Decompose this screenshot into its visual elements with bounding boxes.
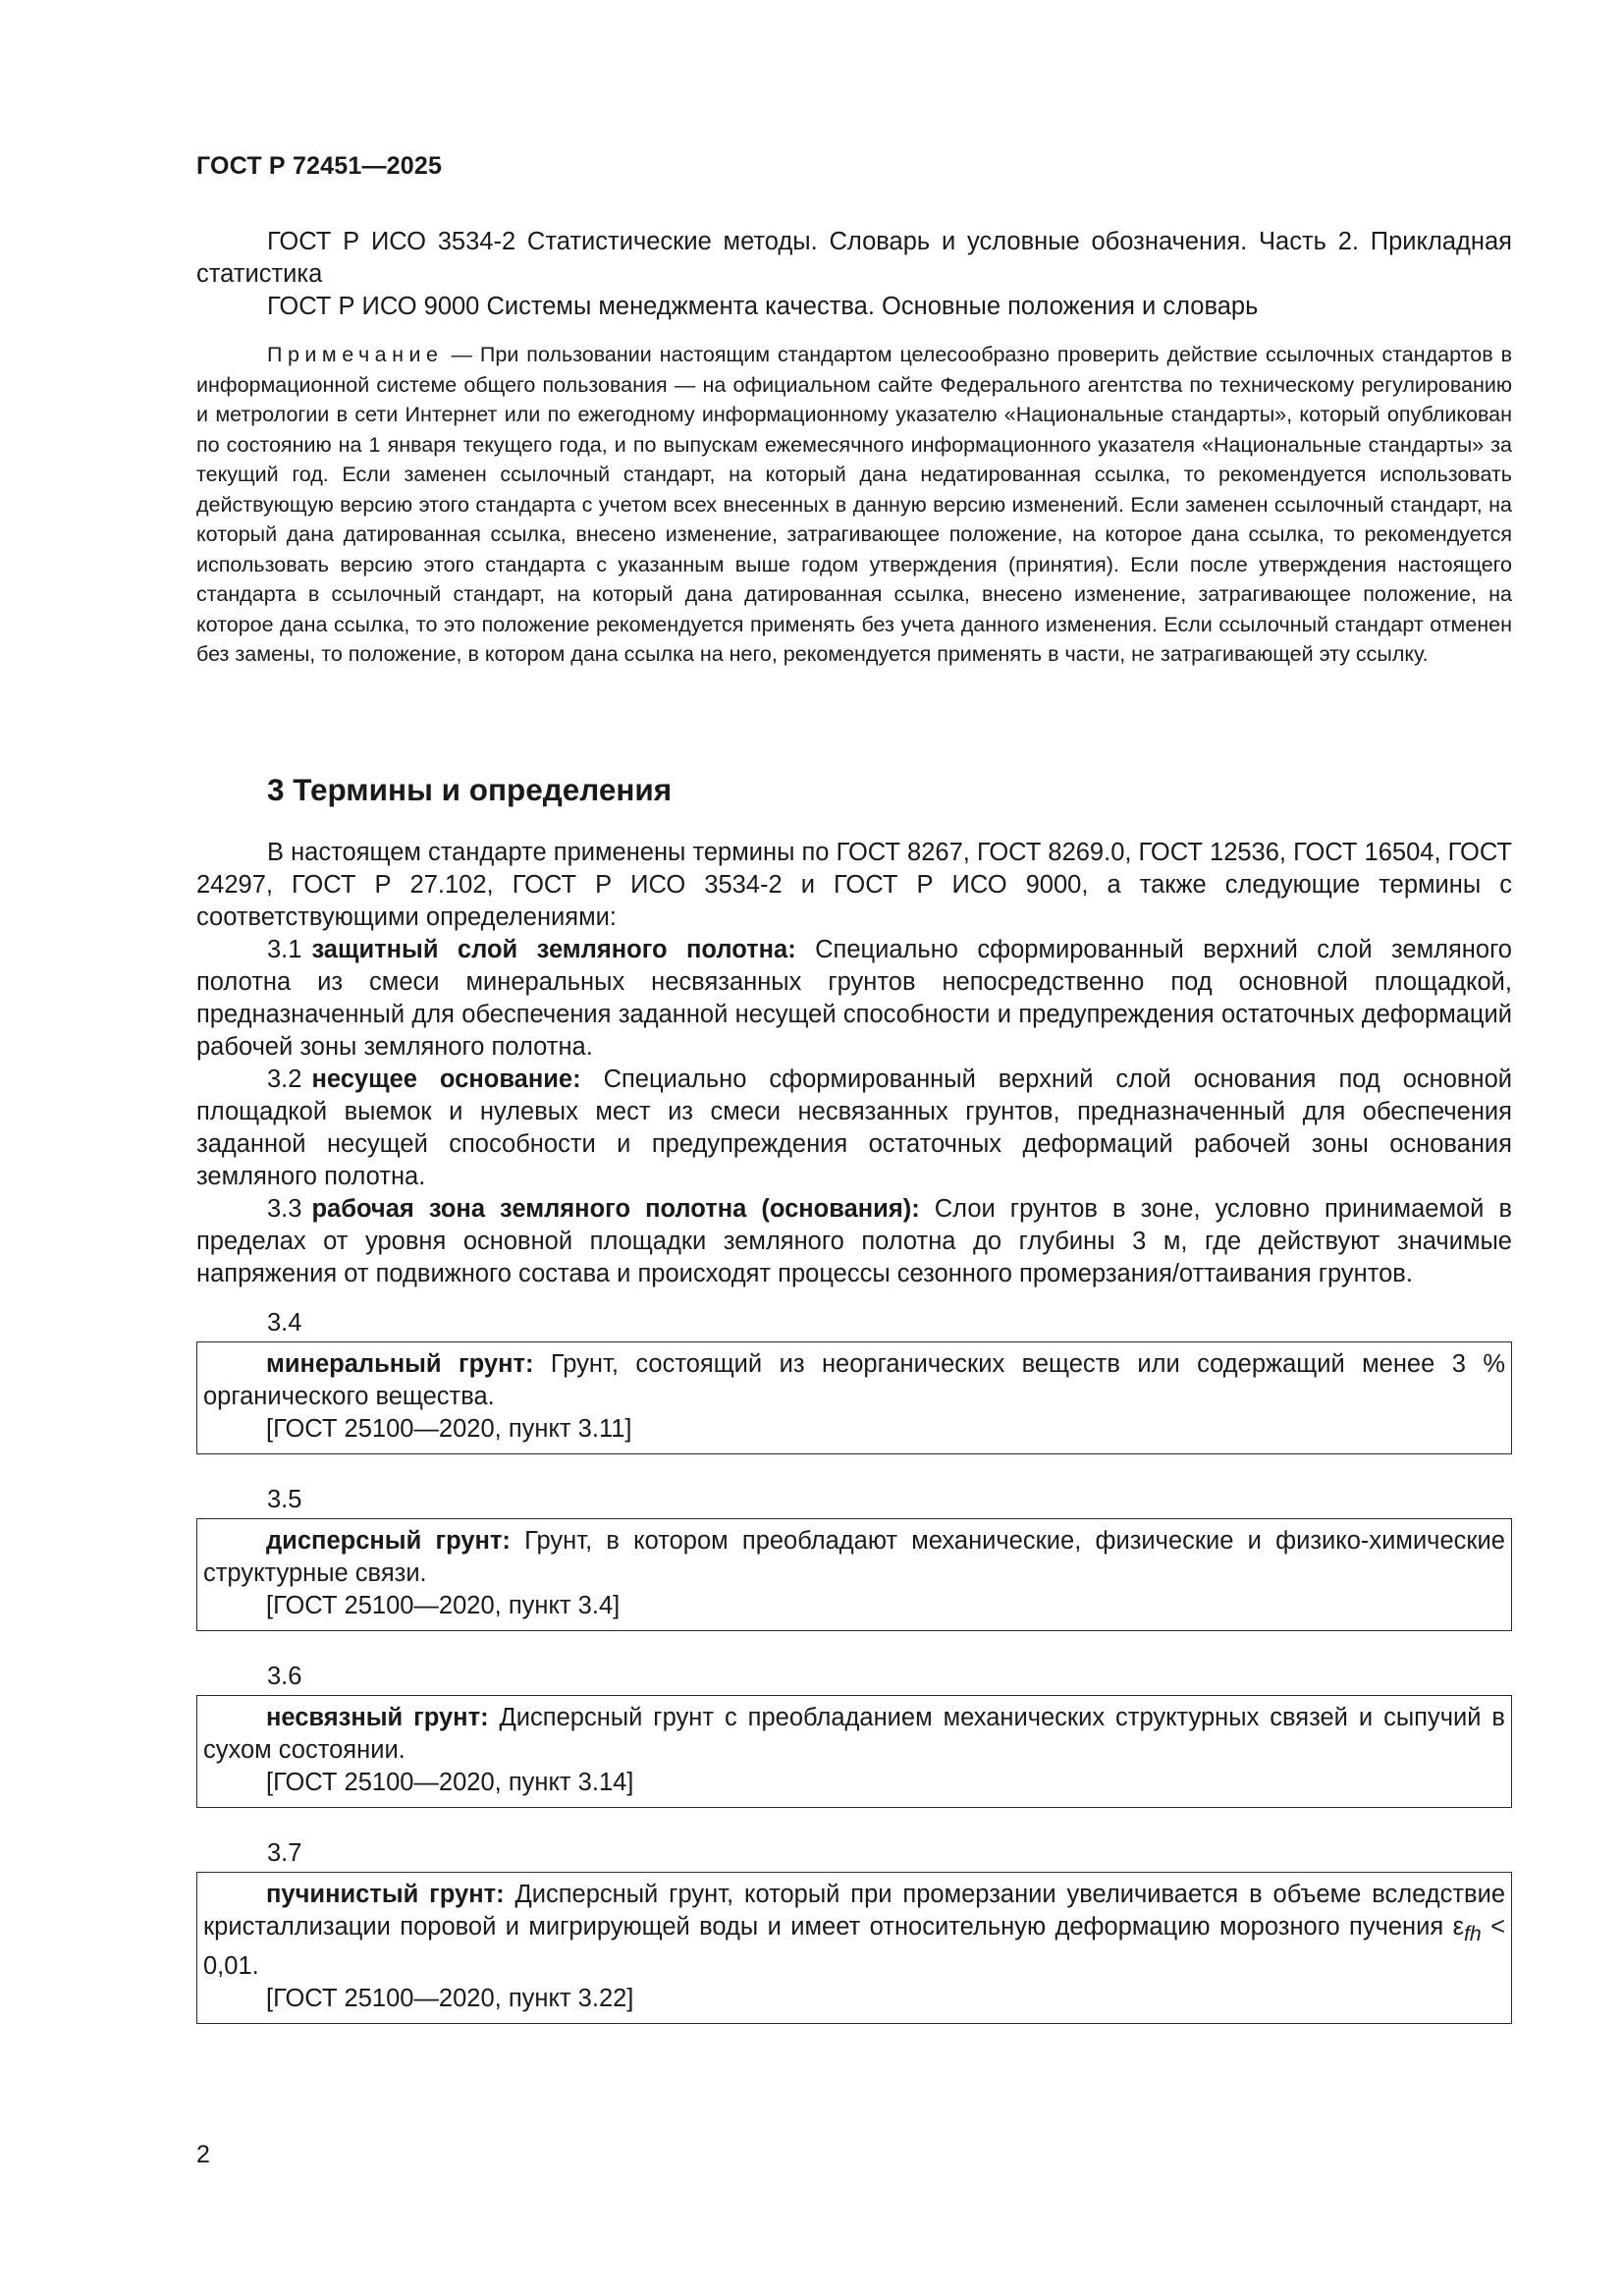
term-entry xyxy=(203,1348,1505,1413)
term-number: 3.4 xyxy=(267,1309,302,1337)
term-number: 3.7 xyxy=(267,1839,302,1867)
section-intro: В настоящем стандарте применены термины по ГОСТ 8267, ГОСТ 8269.0, ГОСТ 12536, ГОСТ 16504, ГОСТ 24297, ГОСТ Р 27.102, ГОСТ Р ИСО 3534-2 и ГОСТ Р ИСО 9000, а также следующие термины с соответствующими определениями: xyxy=(196,839,1512,931)
reference-item: ГОСТ Р ИСО 9000 Системы менеджмента качества. Основные положения и словарь xyxy=(267,293,1259,320)
note-text: — При пользовании настоящим стандартом целесообразно проверить действие ссылочных стандартов в информационной системе общего пользования — на официальном сайте Федерального агентства по техническому регулированию и метрологии в сети Интернет или по ежегодному информационному указателю «Национальные стандарты», который опубликован по состоянию на 1 января текущего года, и по выпускам ежемесячного информационного указателя «Национальные стандарты» за текущий год. Если заменен ссылочный стандарт, на который дана недатированная ссылка, то рекомендуется использовать действующую версию этого стандарта с учетом всех внесенных в данную версию изменений. Если заменен ссылочный стандарт, на который дана датированная ссылка, внесено изменение, затрагивающее положение, на которое дана ссылка, то рекомендуется использовать версию этого стандарта с указанным выше годом утверждения (принятия). Если после утверждения настоящего стандарта в ссылочный стандарт, на который дана датированная ссылка, внесено изменение, затрагивающее положение, на которое дана ссылка, то это положение рекомендуется применять без учета данного изменения. Если ссылочный стандарт отменен без замены, то положение, в котором дана ссылка на него, рекомендуется применять в части, не затрагивающей эту ссылку. xyxy=(196,343,1513,666)
term-name: рабочая зона земляного полотна (основания): xyxy=(311,1195,920,1223)
term-number: 3.3 xyxy=(267,1195,302,1223)
term-number: 3.6 xyxy=(267,1663,302,1690)
term-source: [ГОСТ 25100—2020, пункт 3.4] xyxy=(266,1592,621,1619)
term-source: [ГОСТ 25100—2020, пункт 3.22] xyxy=(266,1985,634,2013)
term-3-4-box xyxy=(196,1341,1512,1454)
section-title: 3 Термины и определения xyxy=(267,772,673,807)
reference-item: ГОСТ Р ИСО 3534-2 Статистические методы. Словарь и условные обозначения. Часть 2. Прикладная статистика xyxy=(196,228,1512,288)
page-number: 2 xyxy=(196,2141,210,2168)
term-3-3 xyxy=(196,1193,1512,1290)
term-definition: Грунт, состоящий из неорганических веществ или содержащий менее 3 % органического вещества. xyxy=(203,1350,1505,1410)
term-number: 3.2 xyxy=(267,1066,302,1093)
term-entry xyxy=(203,1702,1505,1767)
term-definition: Грунт, в котором преобладают механические, физические и физико-химические структурные связи. xyxy=(203,1527,1505,1587)
section-body xyxy=(196,837,1512,1290)
term-name: пучинистый грунт: xyxy=(266,1881,505,1908)
term-3-7-box xyxy=(196,1872,1512,2024)
frost-heave-subscript: fh xyxy=(1463,1922,1482,1946)
term-3-2 xyxy=(196,1064,1512,1193)
term-definition-tail: < 0,01. xyxy=(203,1913,1505,1981)
term-name: защитный слой земляного полотна: xyxy=(311,936,796,963)
term-source: [ГОСТ 25100—2020, пункт 3.14] xyxy=(266,1769,634,1796)
term-definition: Дисперсный грунт, который при промерзании увеличивается в объеме вследствие кристаллизации поровой и мигрирующей воды и имеет относительную деформацию морозного пучения xyxy=(203,1881,1505,1941)
term-source: [ГОСТ 25100—2020, пункт 3.11] xyxy=(266,1415,632,1443)
term-definition: Дисперсный грунт с преобладанием механических структурных связей и сыпучий в сухом состоянии. xyxy=(203,1704,1505,1764)
term-name: несущее основание: xyxy=(311,1066,581,1093)
term-number: 3.1 xyxy=(267,936,302,963)
note-label: Примечание xyxy=(267,343,444,366)
term-3-1 xyxy=(196,934,1512,1064)
term-3-6-box xyxy=(196,1695,1512,1808)
term-definition: Специально сформированный верхний слой основания под основной площадкой выемок и нулевых мест из смеси несвязанных грунтов, предназначенный для обеспечения заданной несущей способности и предупреждения остаточных деформаций рабочей зоны основания земляного полотна. xyxy=(196,1066,1512,1190)
term-name: несвязный грунт: xyxy=(266,1704,489,1731)
normative-references-list xyxy=(196,226,1512,323)
note-paragraph xyxy=(196,340,1512,670)
document-code-header: ГОСТ Р 72451—2025 xyxy=(196,152,443,180)
term-number: 3.5 xyxy=(267,1486,302,1513)
term-3-5-box xyxy=(196,1518,1512,1631)
term-definition: Специально сформированный верхний слой земляного полотна из смеси минеральных несвязанных грунтов непосредственно под основной площадкой, предназначенный для обеспечения заданной несущей способности и предупреждения остаточных деформаций рабочей зоны земляного полотна. xyxy=(196,936,1512,1061)
frost-heave-symbol: ε xyxy=(1452,1913,1464,1941)
note-block xyxy=(196,340,1512,670)
term-definition: Слои грунтов в зоне, условно принимаемой в пределах от уровня основной площадки земляного полотна до глубины 3 м, где действуют значимые напряжения от подвижного состава и происходят процессы сезонного промерзания/оттаивания грунтов. xyxy=(196,1195,1512,1287)
term-entry xyxy=(203,1525,1505,1590)
term-name: минеральный грунт: xyxy=(266,1350,534,1378)
term-name: дисперсный грунт: xyxy=(266,1527,511,1555)
term-entry xyxy=(203,1879,1505,1983)
